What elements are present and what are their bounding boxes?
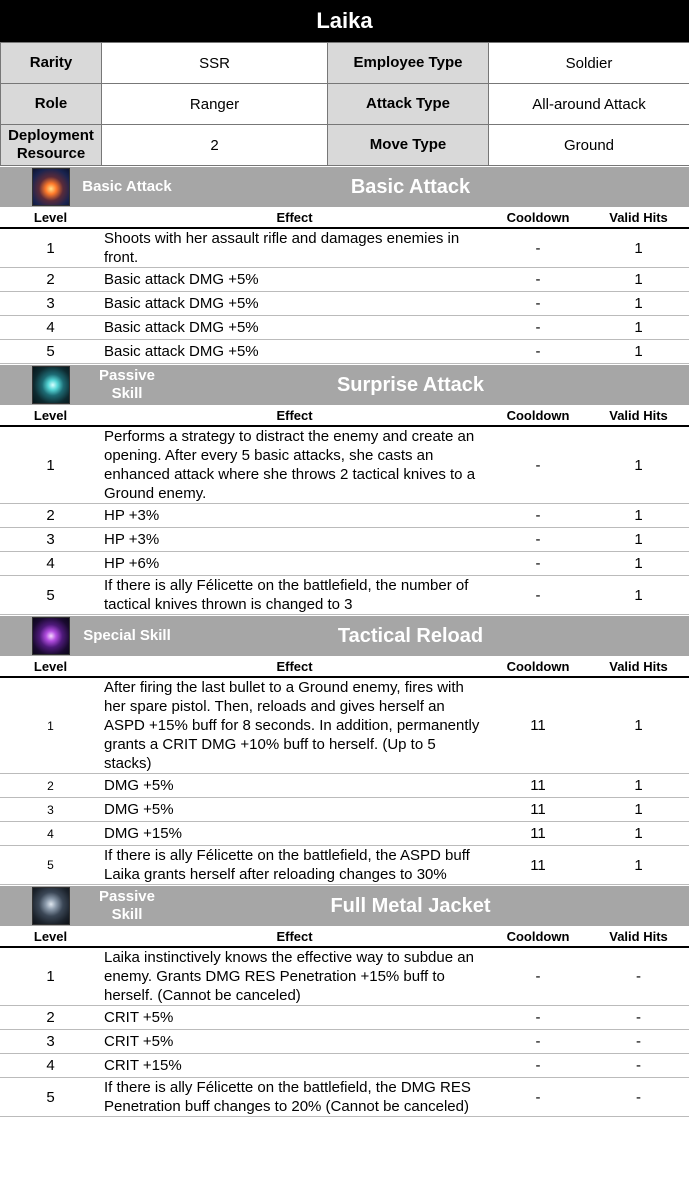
table-row — [0, 1078, 689, 1117]
valid-hits-cell: 1 — [588, 504, 689, 528]
valid-hits-header: Valid Hits — [588, 405, 689, 426]
table-row — [0, 1030, 689, 1054]
cooldown-cell: - — [488, 268, 588, 292]
cooldown-header: Cooldown — [488, 405, 588, 426]
tactical-reload-icon — [32, 617, 70, 655]
valid-hits-cell: 1 — [588, 576, 689, 615]
table-row — [0, 528, 689, 552]
cooldown-cell: 11 — [488, 822, 588, 846]
basic-attack-icon — [32, 168, 70, 206]
valid-hits-cell: 1 — [588, 528, 689, 552]
cooldown-cell: - — [488, 552, 588, 576]
level-cell: 4 — [0, 822, 101, 846]
skill-name: Full Metal Jacket — [330, 894, 491, 917]
level-cell: 1 — [0, 947, 101, 1006]
table-row — [0, 1006, 689, 1030]
valid-hits-cell: 1 — [588, 552, 689, 576]
cooldown-cell: 11 — [488, 677, 588, 774]
rarity-label: Rarity — [1, 43, 102, 84]
table-row — [0, 268, 689, 292]
skill-table — [0, 656, 689, 885]
attack-type-value: All-around Attack — [489, 84, 689, 125]
cooldown-cell: 11 — [488, 846, 588, 885]
skill-category: Basic Attack — [82, 178, 172, 195]
cooldown-header: Cooldown — [488, 926, 588, 947]
skill-category: Passive Skill — [99, 367, 155, 402]
level-cell: 3 — [0, 1030, 101, 1054]
table-row — [0, 822, 689, 846]
effect-header: Effect — [101, 405, 488, 426]
move-type-value: Ground — [489, 125, 689, 166]
effect-cell: Laika instinctively knows the effective way to subdue an enemy. Grants DMG RES Penetration +15% buff to herself. (Cannot be canceled) — [101, 947, 488, 1006]
employee-type-label: Employee Type — [328, 43, 489, 84]
skill-name: Surprise Attack — [336, 373, 485, 396]
cooldown-cell: - — [488, 340, 588, 364]
valid-hits-header: Valid Hits — [588, 926, 689, 947]
skill-table-header — [0, 926, 689, 947]
table-row — [0, 316, 689, 340]
cooldown-cell: - — [488, 292, 588, 316]
table-row — [0, 774, 689, 798]
table-row — [0, 292, 689, 316]
skill-header — [0, 364, 689, 405]
table-row — [0, 576, 689, 615]
valid-hits-cell: 1 — [588, 316, 689, 340]
table-row — [0, 798, 689, 822]
skill-header — [0, 615, 689, 656]
skill-header — [0, 166, 689, 207]
level-cell: 5 — [0, 340, 101, 364]
effect-cell: If there is ally Félicette on the battlefield, the ASPD buff Laika grants herself after reloading changes to 30% — [101, 846, 488, 885]
level-cell: 3 — [0, 292, 101, 316]
cooldown-cell: 11 — [488, 798, 588, 822]
move-type-label: Move Type — [328, 125, 489, 166]
valid-hits-cell: 1 — [588, 340, 689, 364]
cooldown-cell: - — [488, 1078, 588, 1117]
table-row — [0, 552, 689, 576]
skill-name: Tactical Reload — [337, 624, 484, 647]
effect-cell: Performs a strategy to distract the enemy and create an opening. After every 5 basic attacks, she casts an enhanced attack where she throws 2 tactical knives to a Ground enemy. — [101, 426, 488, 504]
cooldown-cell: - — [488, 947, 588, 1006]
effect-cell: HP +6% — [101, 552, 488, 576]
level-cell: 1 — [0, 677, 101, 774]
valid-hits-cell: 1 — [588, 774, 689, 798]
level-cell: 3 — [0, 798, 101, 822]
cooldown-cell: - — [488, 1030, 588, 1054]
effect-cell: If there is ally Félicette on the battlefield, the number of tactical knives thrown is changed to 3 — [101, 576, 488, 615]
level-header: Level — [0, 656, 101, 677]
skill-table-header — [0, 656, 689, 677]
valid-hits-header: Valid Hits — [588, 656, 689, 677]
table-row — [0, 947, 689, 1006]
page-title: Laika — [0, 0, 689, 42]
cooldown-cell: - — [488, 504, 588, 528]
cooldown-cell: - — [488, 316, 588, 340]
effect-cell: If there is ally Félicette on the battlefield, the DMG RES Penetration buff changes to 20% (Cannot be canceled) — [101, 1078, 488, 1117]
effect-header: Effect — [101, 207, 488, 228]
table-row — [0, 228, 689, 268]
effect-header: Effect — [101, 656, 488, 677]
skill-category: Special Skill — [83, 627, 171, 644]
level-cell: 5 — [0, 846, 101, 885]
cooldown-cell: - — [488, 528, 588, 552]
effect-cell: CRIT +5% — [101, 1006, 488, 1030]
table-row — [0, 1054, 689, 1078]
cooldown-cell: - — [488, 426, 588, 504]
valid-hits-header: Valid Hits — [588, 207, 689, 228]
skill-table-header — [0, 207, 689, 228]
level-cell: 5 — [0, 576, 101, 615]
level-cell: 4 — [0, 1054, 101, 1078]
valid-hits-cell: 1 — [588, 228, 689, 268]
effect-cell: Basic attack DMG +5% — [101, 292, 488, 316]
table-row — [0, 340, 689, 364]
surprise-attack-icon — [32, 366, 70, 404]
cooldown-header: Cooldown — [488, 207, 588, 228]
table-row — [0, 677, 689, 774]
skill-table — [0, 405, 689, 615]
level-cell: 5 — [0, 1078, 101, 1117]
cooldown-cell: 11 — [488, 774, 588, 798]
table-row — [0, 504, 689, 528]
effect-cell: DMG +15% — [101, 822, 488, 846]
attack-type-label: Attack Type — [328, 84, 489, 125]
effect-cell: DMG +5% — [101, 774, 488, 798]
effect-cell: CRIT +5% — [101, 1030, 488, 1054]
level-cell: 2 — [0, 774, 101, 798]
level-cell: 1 — [0, 228, 101, 268]
valid-hits-cell: 1 — [588, 292, 689, 316]
skill-table-header — [0, 405, 689, 426]
skill-category: Passive Skill — [99, 888, 155, 923]
effect-cell: DMG +5% — [101, 798, 488, 822]
full-metal-jacket-icon — [32, 887, 70, 925]
valid-hits-cell: 1 — [588, 677, 689, 774]
table-row — [0, 426, 689, 504]
level-cell: 2 — [0, 504, 101, 528]
valid-hits-cell: - — [588, 1006, 689, 1030]
valid-hits-cell: 1 — [588, 426, 689, 504]
level-cell: 2 — [0, 268, 101, 292]
valid-hits-cell: - — [588, 1030, 689, 1054]
employee-type-value: Soldier — [489, 43, 689, 84]
valid-hits-cell: 1 — [588, 798, 689, 822]
level-header: Level — [0, 926, 101, 947]
skill-header — [0, 885, 689, 926]
table-row — [0, 846, 689, 885]
level-cell: 4 — [0, 552, 101, 576]
info-table — [0, 42, 689, 166]
valid-hits-cell: - — [588, 947, 689, 1006]
effect-cell: Shoots with her assault rifle and damages enemies in front. — [101, 228, 488, 268]
valid-hits-cell: 1 — [588, 268, 689, 292]
effect-cell: After firing the last bullet to a Ground enemy, fires with her spare pistol. Then, reloads and gives herself an ASPD +15% buff for 8 seconds. In addition, permanently grants a CRIT DMG +10% buff to herself. (Up to 5 stacks) — [101, 677, 488, 774]
effect-cell: Basic attack DMG +5% — [101, 316, 488, 340]
level-cell: 2 — [0, 1006, 101, 1030]
cooldown-cell: - — [488, 1006, 588, 1030]
skills-section — [0, 166, 689, 1117]
deployment-resource-label: Deployment Resource — [1, 125, 102, 166]
valid-hits-cell: 1 — [588, 822, 689, 846]
level-cell: 1 — [0, 426, 101, 504]
rarity-value: SSR — [102, 43, 328, 84]
cooldown-cell: - — [488, 576, 588, 615]
level-cell: 3 — [0, 528, 101, 552]
effect-header: Effect — [101, 926, 488, 947]
level-header: Level — [0, 405, 101, 426]
valid-hits-cell: - — [588, 1078, 689, 1117]
deployment-resource-value: 2 — [102, 125, 328, 166]
valid-hits-cell: 1 — [588, 846, 689, 885]
effect-cell: HP +3% — [101, 528, 488, 552]
valid-hits-cell: - — [588, 1054, 689, 1078]
skill-table — [0, 207, 689, 364]
skill-name: Basic Attack — [350, 175, 471, 198]
cooldown-cell: - — [488, 228, 588, 268]
role-value: Ranger — [102, 84, 328, 125]
skill-table — [0, 926, 689, 1117]
effect-cell: HP +3% — [101, 504, 488, 528]
level-cell: 4 — [0, 316, 101, 340]
effect-cell: Basic attack DMG +5% — [101, 268, 488, 292]
role-label: Role — [1, 84, 102, 125]
level-header: Level — [0, 207, 101, 228]
effect-cell: Basic attack DMG +5% — [101, 340, 488, 364]
effect-cell: CRIT +15% — [101, 1054, 488, 1078]
cooldown-header: Cooldown — [488, 656, 588, 677]
cooldown-cell: - — [488, 1054, 588, 1078]
